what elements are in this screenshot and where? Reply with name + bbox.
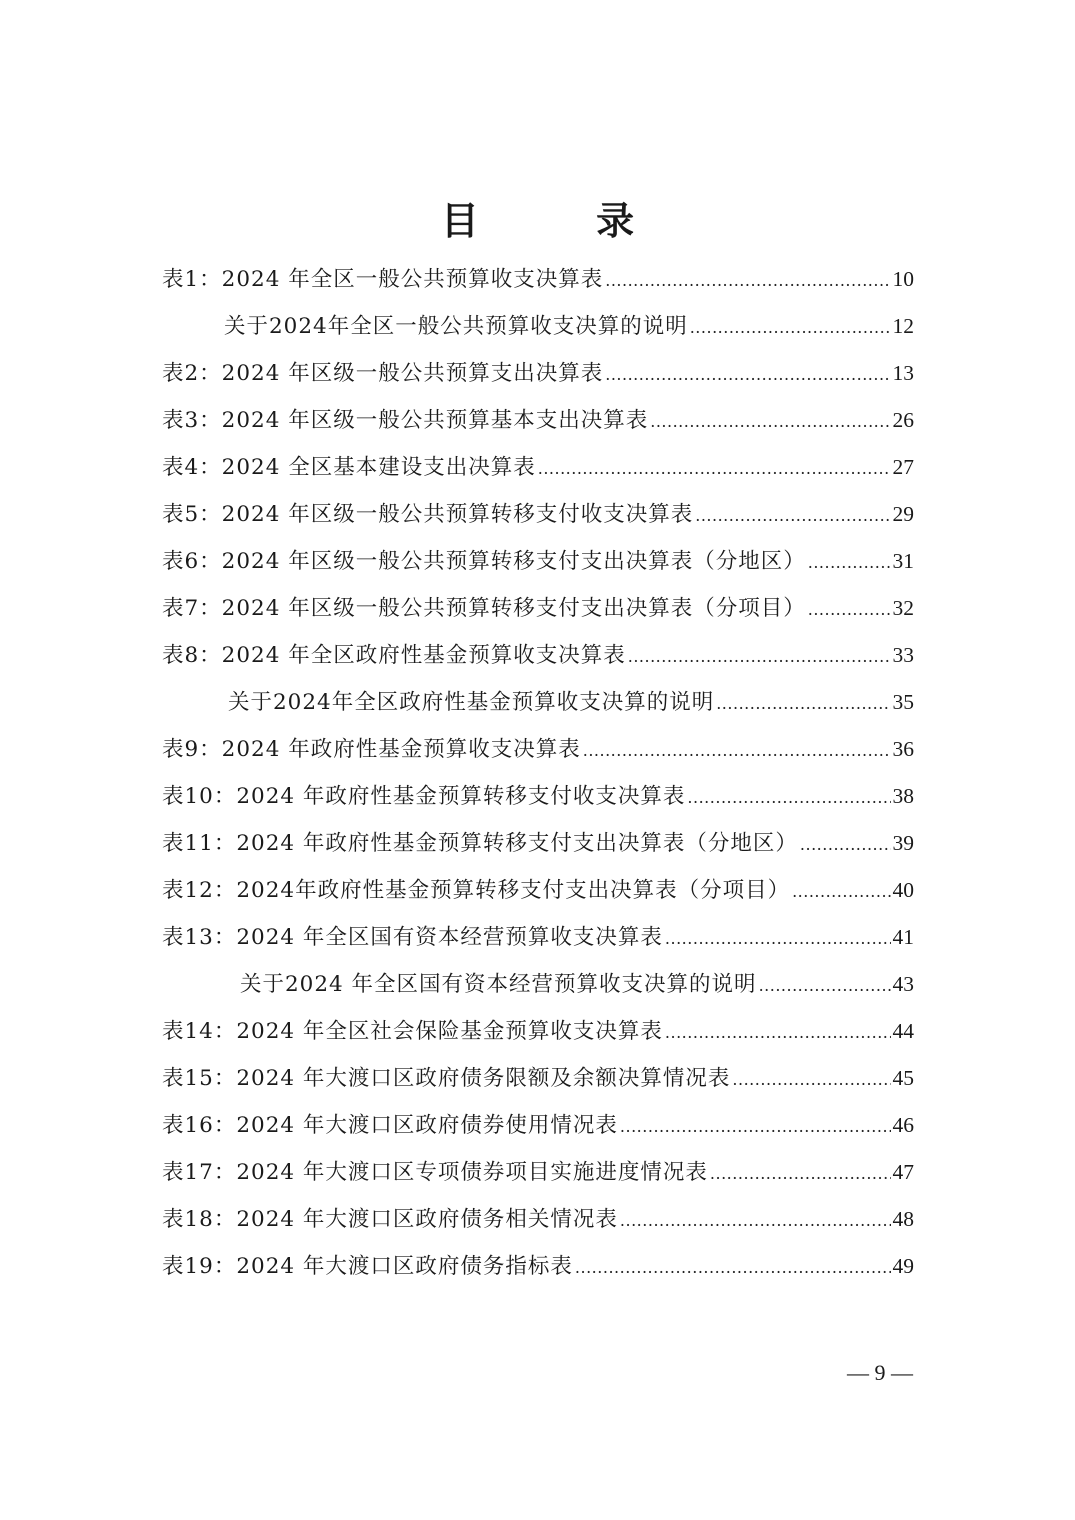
toc-dot-leader	[808, 539, 891, 586]
toc-entry[interactable]	[162, 1008, 914, 1055]
toc-entry-label: 表6：2024 年区级一般公共预算转移支付支出决算表（分地区）	[162, 549, 806, 574]
toc-entry-page: 48	[892, 1207, 914, 1231]
toc-dot-leader	[620, 1103, 891, 1150]
toc-entry-page: 44	[892, 1019, 914, 1043]
toc-entry[interactable]	[162, 350, 914, 397]
toc-dot-leader	[759, 962, 891, 1009]
toc-entry[interactable]	[162, 961, 914, 1008]
page-title: 目 录	[440, 198, 687, 243]
toc-entry-page: 32	[892, 596, 914, 620]
toc-entry-label: 表4：2024 全区基本建设支出决算表	[162, 455, 536, 480]
toc-entry-page: 43	[892, 972, 914, 996]
toc-entry[interactable]	[162, 773, 914, 820]
toc-entry[interactable]	[162, 491, 914, 538]
toc-entry-page: 26	[892, 408, 914, 432]
toc-entry-label: 表13：2024 年全区国有资本经营预算收支决算表	[162, 925, 663, 950]
toc-entry-label: 表16：2024 年大渡口区政府债券使用情况表	[162, 1113, 618, 1138]
toc-entry-label: 表8：2024 年全区政府性基金预算收支决算表	[162, 643, 626, 668]
toc-dot-leader	[732, 1056, 890, 1103]
toc-entry-label: 表17：2024 年大渡口区专项债券项目实施进度情况表	[162, 1160, 708, 1185]
toc-entry-label: 表7：2024 年区级一般公共预算转移支付支出决算表（分项目）	[162, 596, 806, 621]
toc-entry-page: 13	[892, 361, 914, 385]
toc-entry[interactable]	[162, 303, 914, 350]
toc-entry-page: 27	[892, 455, 914, 479]
toc-entry[interactable]	[162, 538, 914, 585]
toc-dot-leader	[575, 1244, 891, 1291]
toc-dot-leader	[716, 680, 890, 727]
toc-entry-page: 10	[892, 267, 914, 291]
toc-dot-leader	[665, 1009, 891, 1056]
table-of-contents	[162, 256, 914, 1290]
toc-dot-leader	[583, 727, 891, 774]
toc-dot-leader	[710, 1150, 891, 1197]
toc-entry[interactable]	[162, 397, 914, 444]
toc-dot-leader	[687, 774, 890, 821]
toc-dot-leader	[538, 445, 891, 492]
toc-dot-leader	[605, 257, 890, 304]
toc-dot-leader	[808, 586, 891, 633]
toc-entry-label: 表10：2024 年政府性基金预算转移支付收支决算表	[162, 784, 686, 809]
toc-entry-label: 表15：2024 年大渡口区政府债务限额及余额决算情况表	[162, 1066, 731, 1091]
toc-entry-page: 47	[892, 1160, 914, 1184]
toc-entry[interactable]	[162, 914, 914, 961]
toc-entry[interactable]	[162, 867, 914, 914]
toc-entry-label: 表19：2024 年大渡口区政府债务指标表	[162, 1254, 573, 1279]
toc-entry-label: 关于2024年全区一般公共预算收支决算的说明	[224, 314, 688, 339]
toc-entry-label: 关于2024年全区政府性基金预算收支决算的说明	[228, 690, 715, 715]
page-number: — 9 —	[847, 1360, 913, 1385]
toc-entry-page: 31	[892, 549, 914, 573]
toc-entry-label: 表18：2024 年大渡口区政府债务相关情况表	[162, 1207, 618, 1232]
toc-entry[interactable]	[162, 1102, 914, 1149]
toc-entry-label: 表5：2024 年区级一般公共预算转移支付收支决算表	[162, 502, 694, 527]
toc-entry[interactable]	[162, 1196, 914, 1243]
toc-dot-leader	[665, 915, 891, 962]
toc-entry-page: 38	[892, 784, 914, 808]
toc-dot-leader	[690, 304, 891, 351]
toc-dot-leader	[695, 492, 890, 539]
toc-entry-page: 45	[892, 1066, 914, 1090]
toc-entry-page: 29	[892, 502, 914, 526]
toc-entry-label: 表9：2024 年政府性基金预算收支决算表	[162, 737, 581, 762]
toc-entry-page: 46	[892, 1113, 914, 1137]
toc-dot-leader	[650, 398, 890, 445]
toc-entry-label: 表12：2024年政府性基金预算转移支付支出决算表（分项目）	[162, 878, 791, 903]
toc-entry-label: 表3：2024 年区级一般公共预算基本支出决算表	[162, 408, 649, 433]
toc-entry-page: 40	[892, 878, 914, 902]
toc-entry-label: 表1：2024 年全区一般公共预算收支决算表	[162, 267, 604, 292]
toc-entry-page: 33	[892, 643, 914, 667]
toc-entry[interactable]	[162, 1055, 914, 1102]
toc-entry-label: 表11：2024 年政府性基金预算转移支付支出决算表（分地区）	[162, 831, 798, 856]
toc-entry[interactable]	[162, 726, 914, 773]
toc-entry[interactable]	[162, 632, 914, 679]
toc-entry-page: 36	[892, 737, 914, 761]
toc-entry[interactable]	[162, 256, 914, 303]
toc-entry-page: 35	[892, 690, 914, 714]
toc-entry[interactable]	[162, 444, 914, 491]
toc-entry-label: 关于2024 年全区国有资本经营预算收支决算的说明	[240, 972, 757, 997]
toc-dot-leader	[800, 821, 891, 868]
toc-entry-page: 12	[892, 314, 914, 338]
toc-entry-label: 表2：2024 年区级一般公共预算支出决算表	[162, 361, 604, 386]
toc-entry[interactable]	[162, 585, 914, 632]
toc-entry-page: 39	[892, 831, 914, 855]
toc-dot-leader	[620, 1197, 891, 1244]
toc-dot-leader	[792, 868, 890, 915]
toc-entry-page: 49	[892, 1254, 914, 1278]
toc-entry[interactable]	[162, 1149, 914, 1196]
toc-entry[interactable]	[162, 820, 914, 867]
toc-entry[interactable]	[162, 679, 914, 726]
toc-entry[interactable]	[162, 1243, 914, 1290]
toc-entry-page: 41	[892, 925, 914, 949]
toc-dot-leader	[605, 351, 890, 398]
toc-dot-leader	[628, 633, 891, 680]
toc-entry-label: 表14：2024 年全区社会保险基金预算收支决算表	[162, 1019, 663, 1044]
